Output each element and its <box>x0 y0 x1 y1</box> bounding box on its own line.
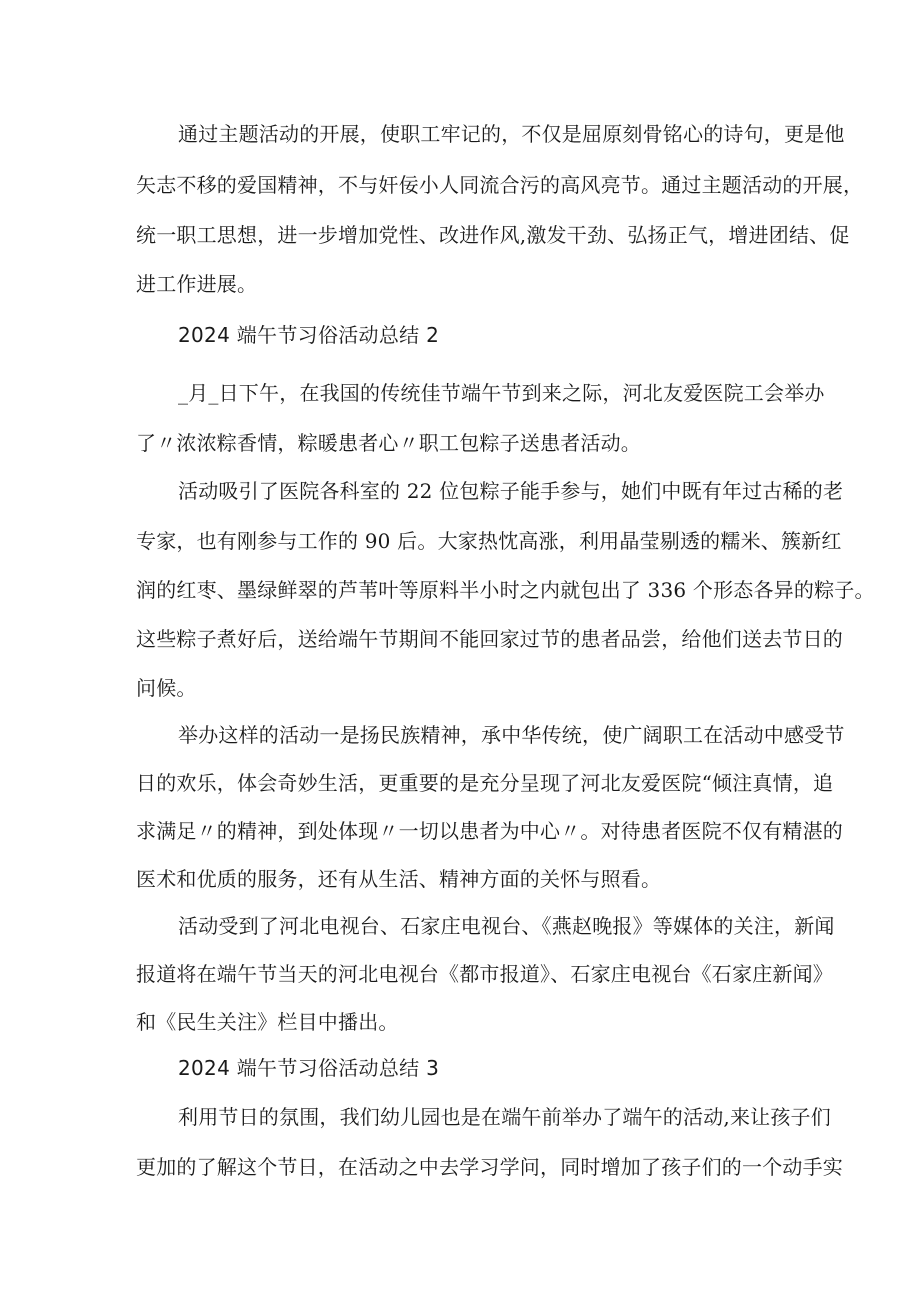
paragraph-4-line-2: 日的欢乐，体会奇妙生活，更重要的是充分呈现了河北友爱医院“倾注真情，追 <box>136 771 834 795</box>
paragraph-2-line-2: 了〃浓浓粽香情，粽暖患者心〃职工包粽子送患者活动。 <box>136 431 641 455</box>
paragraph-3-line-1: 活动吸引了医院各科室的 22 位包粽子能手参与，她们中既有年过古稀的老 <box>178 479 844 503</box>
paragraph-1-line-3: 统一职工思想，进一步增加党性、改进作风,激发干劲、弘扬正气，增进团结、促 <box>136 223 850 247</box>
paragraph-1-line-1: 通过主题活动的开展，使职工牢记的，不仅是屈原刻骨铭心的诗句，更是他 <box>178 122 845 146</box>
paragraph-5-line-2: 报道将在端午节当天的河北电视台《都市报道》、石家庄电视台《石家庄新闻》 <box>136 962 833 986</box>
paragraph-1-line-2: 矢志不移的爱国精神，不与奸佞小人同流合污的高风亮节。通过主题活动的开展， <box>136 173 864 197</box>
paragraph-2-line-1: _月_日下午，在我国的传统佳节端午节到来之际，河北友爱医院工会举办 <box>178 381 825 405</box>
paragraph-5-line-1: 活动受到了河北电视台、石家庄电视台、《燕赵晚报》等媒体的关注，新闻 <box>178 914 835 938</box>
paragraph-6-line-2: 更加的了解这个节日，在活动之中去学习学问，同时增加了孩子们的一个动手实 <box>136 1155 843 1179</box>
paragraph-3-line-3: 润的红枣、墨绿鲜翠的芦苇叶等原料半小时之内就包出了 336 个形态各异的粽子。 <box>136 578 875 602</box>
paragraph-3-line-5: 问候。 <box>136 676 197 700</box>
section-heading-3: 2024 端午节习俗活动总结 3 <box>178 1056 440 1080</box>
section-heading-2: 2024 端午节习俗活动总结 2 <box>178 323 440 347</box>
paragraph-4-line-3: 求满足〃的精神，到处体现〃一切以患者为中心〃。对待患者医院不仅有精湛的 <box>136 819 843 843</box>
paragraph-3-line-2: 专家，也有刚参与工作的 90 后。大家热忱高涨，利用晶莹剔透的糯米、簇新红 <box>136 529 842 553</box>
paragraph-6-line-1: 利用节日的氛围，我们幼儿园也是在端午前举办了端午的活动,来让孩子们 <box>178 1105 831 1129</box>
paragraph-4-line-1: 举办这样的活动一是扬民族精神，承中华传统，使广阔职工在活动中感受节 <box>178 723 845 747</box>
paragraph-4-line-4: 医术和优质的服务，还有从生活、精神方面的关怀与照看。 <box>136 867 662 891</box>
paragraph-3-line-4: 这些粽子煮好后，送给端午节期间不能回家过节的患者品尝，给他们送去节日的 <box>136 627 843 651</box>
paragraph-5-line-3: 和《民生关注》栏目中播出。 <box>136 1010 399 1034</box>
paragraph-1-line-4: 进工作进展。 <box>136 272 258 296</box>
